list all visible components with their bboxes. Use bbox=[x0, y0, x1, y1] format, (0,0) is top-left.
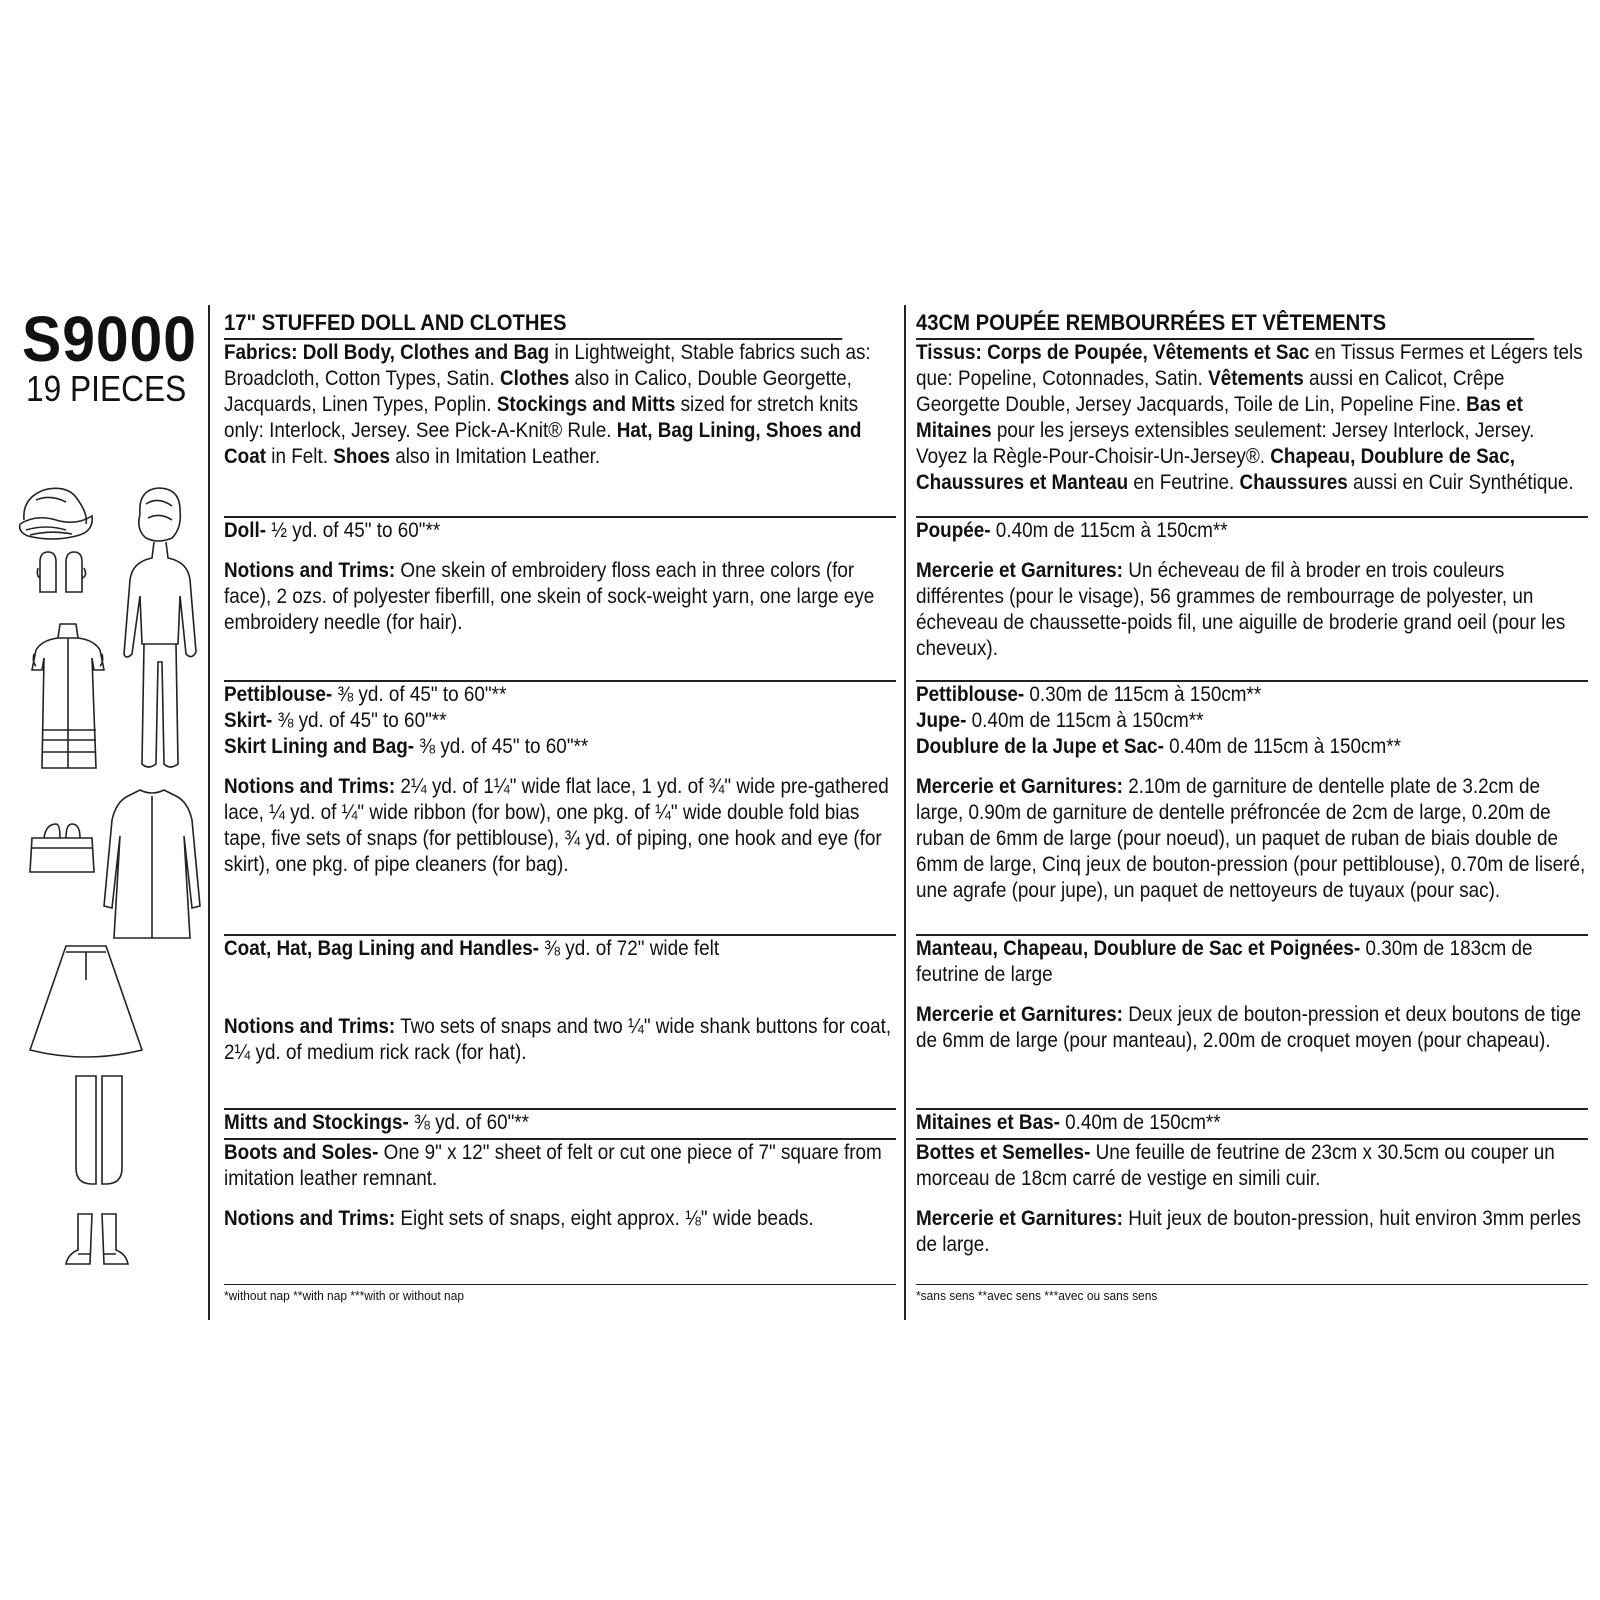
fabrics-label: Tissus: Corps de Poupée, Vêtements et Sac bbox=[916, 341, 1310, 364]
french-column bbox=[916, 308, 1588, 1303]
garment-illustrations bbox=[0, 470, 210, 1270]
notions-text: Eight sets of snaps, eight approx. ⅛" wide beads. bbox=[395, 1207, 814, 1230]
notions-text: One skein of embroidery floss each in three colors (for face), 2 ozs. of polyester fiberfill, one skein of sock-weight yarn, one large eye embroidery needle (for hair). bbox=[224, 559, 875, 634]
coat-yardage: 0.30m de 183cm de feutrine de large bbox=[916, 937, 1533, 986]
mitts-yardage: 0.40m de 150cm** bbox=[1059, 1111, 1221, 1134]
notions-label: Notions and Trims: bbox=[224, 775, 396, 798]
hat-lining-text: en Feutrine. bbox=[1128, 471, 1240, 494]
bag-illustration bbox=[26, 820, 98, 876]
french-title: 43CM POUPÉE REMBOURRÉES ET VÊTEMENTS bbox=[916, 308, 1534, 340]
notions-text: Two sets of snaps and two ¼" wide shank buttons for coat, 2¼ yd. of medium rick rack (for hat). bbox=[224, 1015, 892, 1064]
notions-label: Mercerie et Garnitures: bbox=[916, 1003, 1123, 1026]
skirt-lining-yardage: ⅜ yd. of 45" to 60"** bbox=[414, 735, 589, 758]
coat-label: Manteau, Chapeau, Doublure de Sac et Poignées- bbox=[916, 937, 1361, 960]
doll-yardage: 0.40m de 115cm à 150cm** bbox=[990, 519, 1228, 542]
skirt-yardage: 0.40m de 115cm à 150cm** bbox=[966, 709, 1204, 732]
notions-label: Mercerie et Garnitures: bbox=[916, 559, 1123, 582]
skirt-label: Skirt- bbox=[224, 709, 273, 732]
pattern-number: S9000 bbox=[22, 303, 197, 375]
notions-label: Mercerie et Garnitures: bbox=[916, 775, 1123, 798]
mitts-yardage: ⅜ yd. of 60"** bbox=[408, 1111, 530, 1134]
shoes-label: Shoes bbox=[333, 445, 390, 468]
stockings-label: Stockings and Mitts bbox=[496, 393, 676, 416]
stockings-illustration bbox=[68, 1072, 130, 1192]
pettiblouse-dress-illustration bbox=[20, 618, 116, 778]
english-coat-section bbox=[224, 936, 896, 1110]
boots-text: One 9" x 12" sheet of felt or cut one piece of 7" square from imitation leather remnant. bbox=[224, 1141, 882, 1190]
hat-lining-text: in Felt. bbox=[266, 445, 334, 468]
clothes-label: Clothes bbox=[499, 367, 570, 390]
skirt-lining-label: Skirt Lining and Bag- bbox=[224, 735, 415, 758]
boots-text: Une feuille de feutrine de 23cm x 30.5cm ou couper un morceau de 18cm carré de vestige en simili cuir. bbox=[916, 1141, 1555, 1190]
coat-yardage: ⅜ yd. of 72" wide felt bbox=[539, 937, 720, 960]
english-mitts-section bbox=[224, 1110, 896, 1140]
french-coat-section bbox=[916, 936, 1588, 1110]
coat-label: Coat, Hat, Bag Lining and Handles- bbox=[224, 937, 540, 960]
boots-illustration bbox=[60, 1210, 136, 1270]
notions-label: Notions and Trims: bbox=[224, 1207, 396, 1230]
notions-label: Notions and Trims: bbox=[224, 1015, 396, 1038]
clothes-label: Vêtements bbox=[1208, 367, 1304, 390]
skirt-label: Jupe- bbox=[916, 709, 967, 732]
pettiblouse-yardage: ⅜ yd. of 45" to 60"** bbox=[332, 683, 507, 706]
shoes-text: also in Imitation Leather. bbox=[389, 445, 601, 468]
skirt-illustration bbox=[26, 940, 146, 1060]
french-doll-section bbox=[916, 518, 1588, 682]
english-column bbox=[224, 308, 896, 1303]
notions-label: Mercerie et Garnitures: bbox=[916, 1207, 1123, 1230]
clothes-text: also in Calico, Double Georgette, Jacquards, Linen Types, Poplin. bbox=[224, 367, 852, 416]
center-divider bbox=[904, 305, 906, 1320]
coat-illustration bbox=[100, 782, 204, 942]
stockings-text: pour les jerseys extensibles seulement: Jersey Interlock, Jersey. Voyez la Règle-Pour-Choisir-Un-Jersey®. bbox=[916, 419, 1535, 468]
mitts-label: Mitts and Stockings- bbox=[224, 1111, 409, 1134]
stockings-text: sized for stretch knits only: Interlock, Jersey. See Pick-A-Knit® Rule. bbox=[224, 393, 859, 442]
doll-illustration bbox=[118, 484, 200, 774]
english-pettiblouse-section bbox=[224, 682, 896, 936]
pettiblouse-label: Pettiblouse- bbox=[224, 683, 333, 706]
fabrics-label: Fabrics: Doll Body, Clothes and Bag bbox=[224, 341, 550, 364]
french-boots-section bbox=[916, 1140, 1588, 1285]
doll-yardage: ½ yd. of 45" to 60"** bbox=[265, 519, 441, 542]
english-title: 17" STUFFED DOLL AND CLOTHES bbox=[224, 308, 842, 340]
english-footnote: *without nap **with nap ***with or without nap bbox=[224, 1288, 465, 1303]
notions-text: Deux jeux de bouton-pression et deux boutons de tige de 6mm de large (pour manteau), 2.00m de croquet moyen (pour chapeau). bbox=[916, 1003, 1582, 1052]
notions-label: Notions and Trims: bbox=[224, 559, 396, 582]
french-footnote: *sans sens **avec sens ***avec ou sans sens bbox=[916, 1288, 1158, 1303]
english-doll-section bbox=[224, 518, 896, 682]
notions-text: 2.10m de garniture de dentelle plate de 3.2cm de large, 0.90m de garniture de dentelle préfroncée de 2cm de large, 0.20m de ruban de 6mm de large (pour noeud), un paquet de ruban de biais double de 6mm de large, Cinq jeux de bouton-pression (pour pettiblouse), 0.70m de liseré, une agrafe (pour jupe), un paquet de nettoyeurs de tuyaux (pour sac). bbox=[916, 775, 1586, 902]
notions-text: Huit jeux de bouton-pression, huit environ 3mm perles de large. bbox=[916, 1207, 1581, 1256]
french-mitts-section bbox=[916, 1110, 1588, 1140]
shoes-text: aussi en Cuir Synthétique. bbox=[1347, 471, 1574, 494]
notions-text: 2¼ yd. of 1¼" wide flat lace, 1 yd. of ¾" wide pre-gathered lace, ¼ yd. of ¼" wide ribbon (for bow), one pkg. of ¼" wide double fold bias tape, five sets of snaps (for pettiblouse), ¾ yd. of piping, one hook and eye (for skirt), one pkg. of pipe cleaners (for bag). bbox=[224, 775, 889, 876]
boots-label: Boots and Soles- bbox=[224, 1141, 379, 1164]
doll-label: Poupée- bbox=[916, 519, 991, 542]
doll-label: Doll- bbox=[224, 519, 266, 542]
notions-text: Un écheveau de fil à broder en trois couleurs différentes (pour le visage), 56 grammes de rembourrage de polyester, un écheveau de chaussette-poids fil, une aiguille de broderie grand oeil (pour les cheveux). bbox=[916, 559, 1566, 660]
clothes-text: aussi en Calicot, Crêpe Georgette Double, Jersey Jacquards, Toile de Lin, Popeline Fine. bbox=[916, 367, 1505, 416]
fabrics-text: en Tissus Fermes et Légers tels que: Popeline, Cotonnades, Satin. bbox=[916, 341, 1583, 390]
skirt-lining-yardage: 0.40m de 115cm à 150cm** bbox=[1163, 735, 1401, 758]
hat-lining-label: Chapeau, Doublure de Sac, Chaussures et Manteau bbox=[916, 445, 1515, 494]
hat-lining-label: Hat, Bag Lining, Shoes and Coat bbox=[224, 419, 862, 468]
english-fabrics-section bbox=[224, 340, 896, 518]
mitts-label: Mitaines et Bas- bbox=[916, 1111, 1060, 1134]
skirt-yardage: ⅜ yd. of 45" to 60"** bbox=[272, 709, 447, 732]
hat-illustration bbox=[16, 480, 96, 545]
pettiblouse-label: Pettiblouse- bbox=[916, 683, 1025, 706]
french-fabrics-section bbox=[916, 340, 1588, 518]
skirt-lining-label: Doublure de la Jupe et Sac- bbox=[916, 735, 1164, 758]
piece-count: 19 PIECES bbox=[26, 368, 187, 409]
mitts-illustration bbox=[36, 548, 92, 596]
pettiblouse-yardage: 0.30m de 115cm à 150cm** bbox=[1024, 683, 1262, 706]
fabrics-text: in Lightweight, Stable fabrics such as: Broadcloth, Cotton Types, Satin. bbox=[224, 341, 871, 390]
left-divider bbox=[208, 305, 210, 1320]
boots-label: Bottes et Semelles- bbox=[916, 1141, 1091, 1164]
shoes-label: Chaussures bbox=[1239, 471, 1348, 494]
french-pettiblouse-section bbox=[916, 682, 1588, 936]
stockings-label: Bas et Mitaines bbox=[916, 393, 1523, 442]
english-boots-section bbox=[224, 1140, 896, 1285]
